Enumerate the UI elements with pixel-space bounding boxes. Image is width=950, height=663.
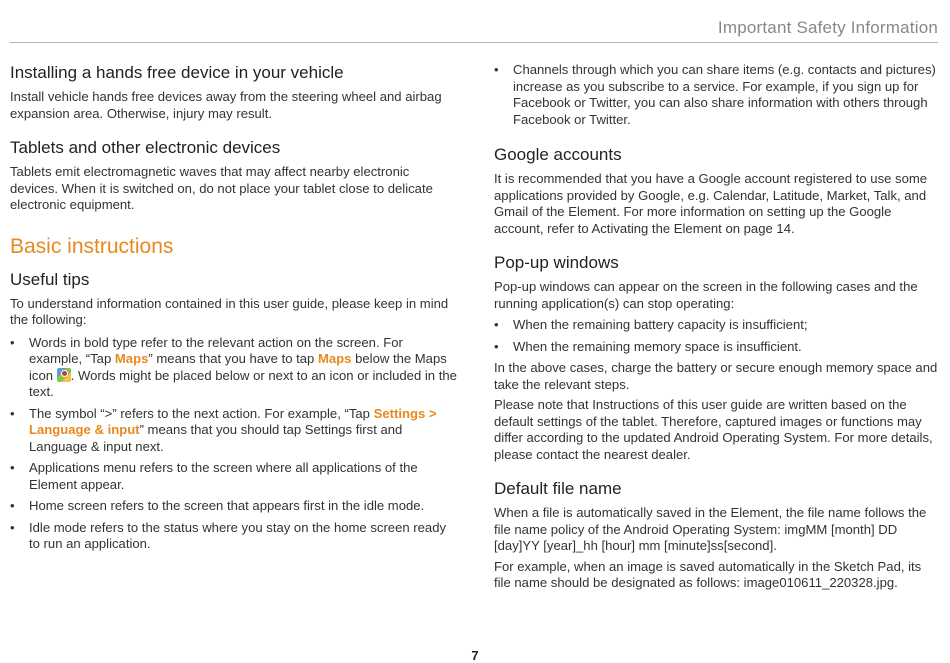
right-column: [494, 62, 940, 596]
list-item-channels: • Channels through which you can share items (e.g. contacts and pictures) increase as you subscribe to a service. For example, if you sign up for Facebook or Twitter, you can also share information with others through Facebook or Twitter.: [494, 62, 940, 128]
list-item-bold-type: • Words in bold type refer to the relevant action on the screen. For example, “Tap Maps” means that you have to tap Maps below the Maps icon . Words might be placed below or next to an icon or included in the text.: [10, 335, 458, 401]
highlight-maps: Maps: [317, 351, 352, 366]
list-item-memory: • When the remaining memory space is insufficient.: [494, 339, 940, 356]
highlight-settings: Settings: [373, 405, 426, 421]
maps-icon: [57, 368, 71, 382]
section-title-basic-instructions: Basic instructions: [10, 234, 174, 258]
paragraph-useful-tips-intro: To understand information contained in this user guide, please keep in mind the following:: [10, 295, 449, 327]
paragraph-popup-note: Please note that Instructions of this user guide are written based on the default settings of the tablet. Therefore, captured images or functions may differ according to the updated Android Operating System. For more details, please contact the nearest dealer.: [494, 397, 933, 462]
page-number: 7: [471, 648, 479, 663]
heading-useful-tips: Useful tips: [10, 269, 90, 289]
channels-list: [494, 62, 940, 128]
heading-default-file-name: Default file name: [494, 479, 622, 498]
paragraph-hands-free: Install vehicle hands free devices away from the steering wheel and airbag expansion area. Otherwise, injury may result.: [10, 89, 442, 121]
list-item-idle-mode: • Idle mode refers to the status where you stay on the home screen ready to run an application.: [10, 520, 458, 553]
heading-hands-free: Installing a hands free device in your vehicle: [10, 63, 344, 82]
page-header: [10, 14, 938, 43]
useful-tips-list: [10, 335, 458, 553]
paragraph-file-name-policy: When a file is automatically saved in the Element, the file name follows the file name policy of the Android Operating System: imgMM [month] DD [day]YY [year]_hh [hour] mm [minute]ss[second].: [494, 505, 927, 553]
heading-google-accounts: Google accounts: [494, 145, 622, 164]
paragraph-electronic-devices: Tablets emit electromagnetic waves that may affect nearby electronic devices. When it is switched on, do not place your tablet close to delicate electronic equipment.: [10, 164, 433, 212]
list-item-symbol: • The symbol “>” refers to the next action. For example, “Tap Settings > Language & input” means that you should tap Settings first and Language & input next.: [10, 406, 458, 456]
heading-popup-windows: Pop-up windows: [494, 253, 619, 272]
left-column: [10, 62, 458, 558]
paragraph-popup-intro: Pop-up windows can appear on the screen in the following cases and the running application(s) can stop operating:: [494, 279, 918, 311]
highlight-language-input: Language & input: [29, 422, 140, 437]
paragraph-google-accounts: It is recommended that you have a Google account registered to use some applications provided by Google, e.g. Calendar, Latitude, Market, Talk, and Gmail of the Element. For more information on setting up the Google account, refer to Activating the Element on page 14.: [494, 171, 928, 236]
heading-electronic-devices: Tablets and other electronic devices: [10, 138, 281, 157]
list-item-battery: • When the remaining battery capacity is insufficient;: [494, 317, 940, 334]
list-item-applications-menu: • Applications menu refers to the screen where all applications of the Element appear.: [10, 460, 458, 493]
paragraph-popup-steps: In the above cases, charge the battery or secure enough memory space and take the relevant steps.: [494, 360, 938, 392]
popup-list: [494, 317, 940, 355]
list-item-home-screen: • Home screen refers to the screen that appears first in the idle mode.: [10, 498, 458, 515]
header-title: Important Safety Information: [717, 18, 938, 37]
paragraph-file-name-example: For example, when an image is saved automatically in the Sketch Pad, its file name should be designated as follows: image010611_220328.jpg.: [494, 558, 922, 590]
highlight-maps: Maps: [114, 351, 149, 366]
